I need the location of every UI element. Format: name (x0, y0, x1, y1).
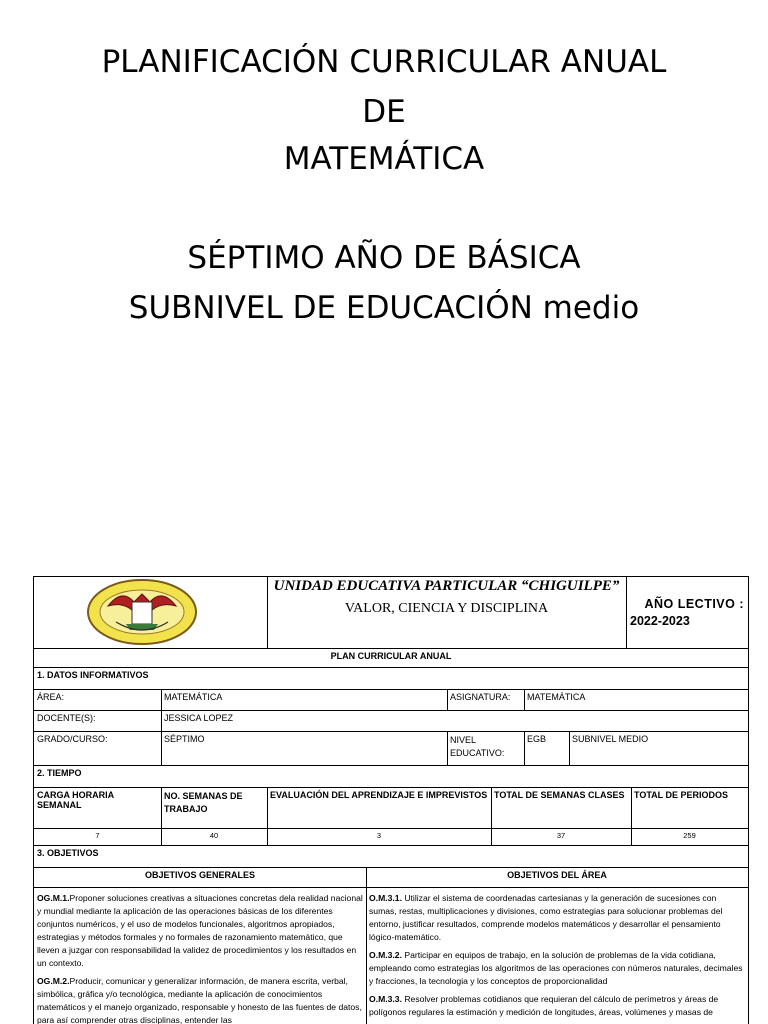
area-objectives (366, 888, 748, 1024)
cover-line-1: PLANIFICACIÓN CURRICULAR ANUAL (101, 44, 667, 80)
objectives-body-row (33, 888, 749, 1024)
total-periods-value: 259 (683, 831, 696, 840)
teacher-row (33, 711, 749, 732)
header-row (33, 577, 749, 649)
section1-title-row (33, 668, 749, 690)
school-logo (82, 578, 202, 646)
area-objective-2: O.M.3.2. Participar en equipos de trabajo, en la solución de problemas de la vida cotidiana, empleando como estrategias los algoritmos de las operaciones con números naturales, decimales y fracciones, la tecnologia y los conceptos de proporcionalidad (369, 950, 743, 986)
school-name: UNIDAD EDUCATIVA PARTICULAR “CHIGUILPE” (273, 578, 620, 594)
school-year-value: 2022-2023 (630, 614, 690, 628)
evaluation-header: EVALUACIÓN DEL APRENDIZAJE E IMPREVISTOS (270, 790, 488, 800)
section2-title-row (33, 766, 749, 788)
plan-title-row (33, 649, 749, 668)
level-label: NIVEL EDUCATIVO: (450, 735, 505, 758)
general-objectives-header: OBJETIVOS GENERALES (144, 870, 256, 880)
school-motto: VALOR, CIENCIA Y DISCIPLINA (344, 601, 549, 616)
time-values-row (33, 829, 749, 846)
evaluation-value: 3 (376, 831, 382, 840)
cover-line-5: SUBNIVEL DE EDUCACIÓN medio (128, 290, 640, 326)
plan-title: PLAN CURRICULAR ANUAL (330, 651, 452, 661)
area-objective-1: O.M.3.1. Utilizar el sistema de coordenadas cartesianas y la generación de sucesiones con sumas, restas, multiplicaciones y divisiones, como estrategias para solucionar problemas del entorno, justificar resultados, comprende modelos matemáticos y desarrollar el pensamiento lógico-matemático. (369, 893, 723, 942)
weekly-hours-value: 7 (95, 831, 100, 840)
general-objective-2: OG.M.2.Producir, comunicar y generalizar información, de manera escrita, verbal, simbólica, gráfica y/o tecnológica, mediante la aplicación de conocimientos matemáticos y el manejo organizado, responsable y honesto de las fuentes de datos, para así comprender otras disciplinas, entender las (37, 976, 362, 1024)
area-objectives-header: OBJETIVOS DEL ÁREA (507, 870, 607, 880)
area-label: ÁREA: (37, 692, 65, 702)
school-info-cell (267, 577, 626, 648)
subject-value: MATEMÁTICA (527, 692, 586, 702)
grade-value: SÉPTIMO (164, 734, 205, 744)
cover-line-2: DE (362, 94, 406, 130)
area-value: MATEMÁTICA (164, 692, 223, 702)
work-weeks-value: 40 (209, 831, 219, 840)
total-weeks-header: TOTAL DE SEMANAS CLASES (494, 790, 625, 800)
grade-row (33, 732, 749, 766)
objectives-header-row (33, 868, 749, 888)
time-header-row (33, 788, 749, 829)
curriculum-table (33, 576, 749, 1024)
sublevel-value: SUBNIVEL MEDIO (572, 734, 649, 744)
section1-title: 1. DATOS INFORMATIVOS (37, 670, 149, 680)
school-logo-cell (34, 577, 267, 648)
section3-title: 3. OBJETIVOS (37, 848, 99, 858)
subject-label: ASIGNATURA: (450, 692, 511, 702)
total-weeks-value: 37 (556, 831, 566, 840)
general-objective-1: OG.M.1.Proponer soluciones creativas a situaciones concretas dela realidad nacional y mundial mediante la aplicación de las operaciones básicas de los diferentes conjuntos numéricos, y el uso de modelos funcionales, algoritmos apropiados, estrategias y métodos formales y no formales de razonamiento matemático, que lleven a juzgar con responsabilidad la validez de procedimientos y los resultados en un contexto. (37, 893, 363, 968)
teacher-label: DOCENTE(S): (37, 713, 96, 723)
general-objectives (34, 888, 366, 1024)
cover-line-3: MATEMÁTICA (283, 141, 485, 177)
weekly-hours-header: CARGA HORARIA SEMANAL (37, 790, 114, 810)
school-year-label: AÑO LECTIVO : (644, 597, 744, 611)
cover-line-4: SÉPTIMO AÑO DE BÁSICA (187, 240, 581, 276)
school-year-cell (626, 577, 748, 648)
area-row (33, 690, 749, 711)
total-periods-header: TOTAL DE PERIODOS (634, 790, 729, 800)
area-objective-3: O.M.3.3. Resolver problemas cotidianos que requieran del cálculo de perímetros y áreas de polígonos regulares la estimación y medición de longitudes, áreas, volúmenes y masas de (369, 994, 719, 1017)
section3-title-row (33, 846, 749, 868)
section2-title: 2. TIEMPO (37, 768, 82, 778)
teacher-value: JESSICA LOPEZ (164, 713, 234, 723)
level-value: EGB (527, 734, 547, 744)
grade-label: GRADO/CURSO: (37, 734, 108, 744)
work-weeks-header: NO. SEMANAS DE TRABAJO (164, 791, 243, 814)
